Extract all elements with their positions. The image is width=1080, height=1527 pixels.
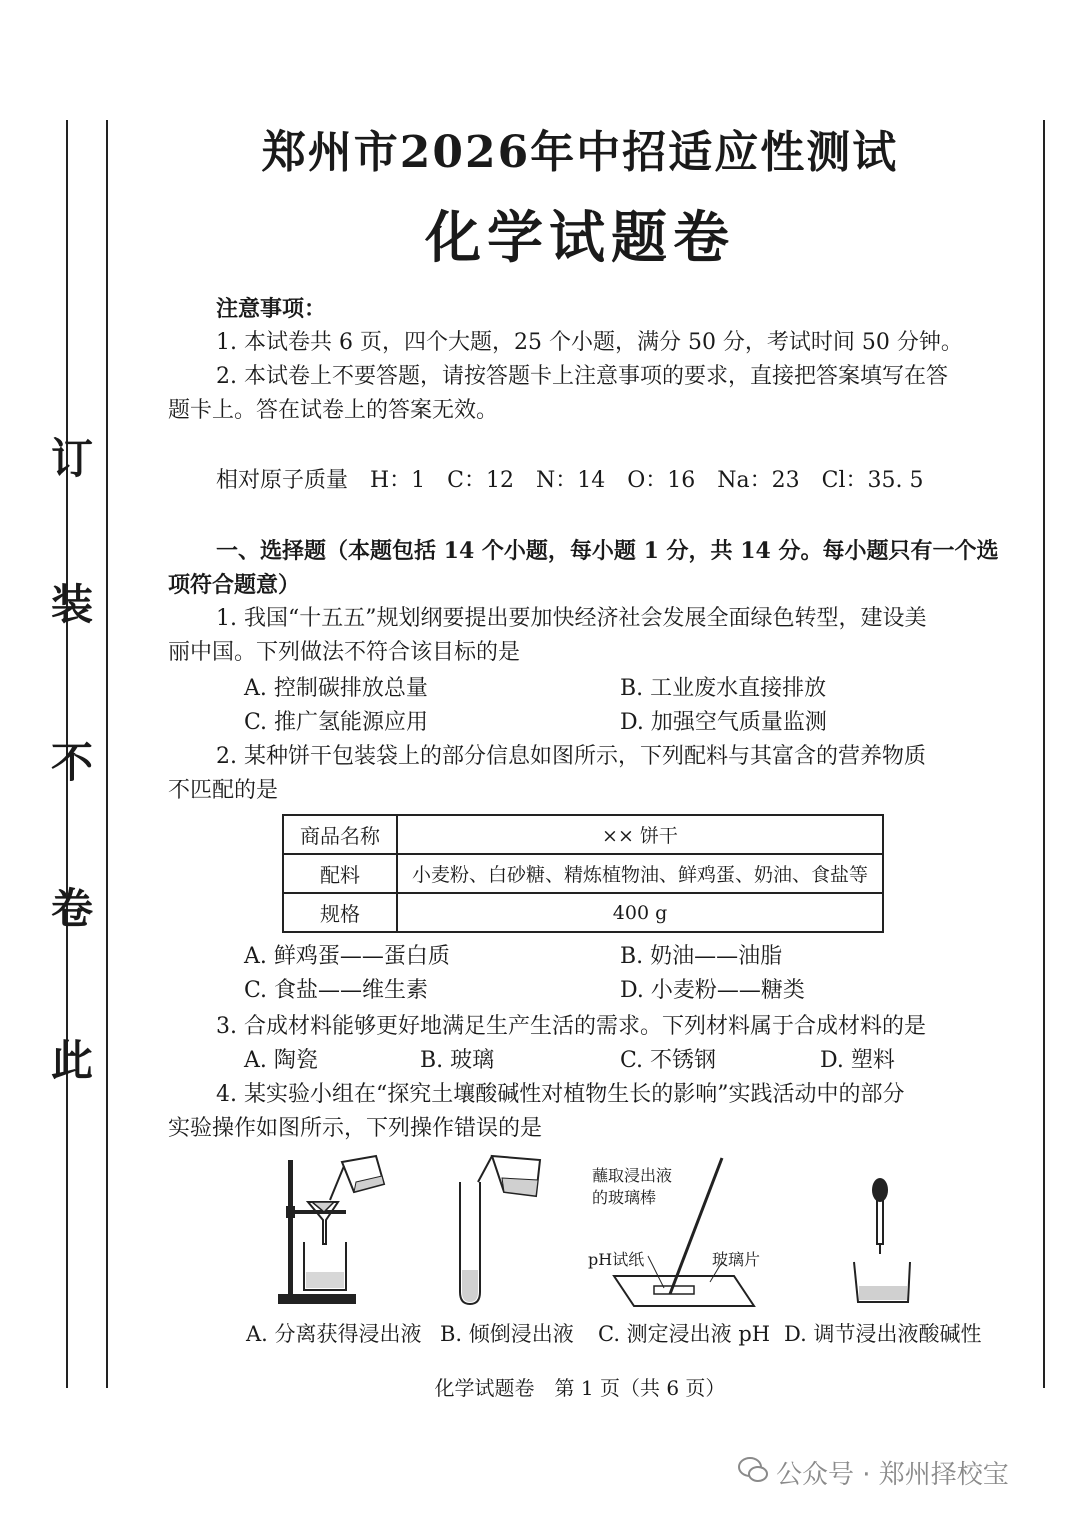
q4-option-d: D. 调节浸出液酸碱性 xyxy=(784,1322,982,1346)
glass-rod-label: 蘸取浸出液 xyxy=(592,1166,673,1185)
q2-option-d: D. 小麦粉——糖类 xyxy=(620,978,805,1003)
q1-option-b: B. 工业废水直接排放 xyxy=(620,676,827,701)
q4-option-c: C. 测定浸出液 pH xyxy=(598,1322,771,1346)
section-heading-cont: 项符合题意） xyxy=(168,572,301,598)
q2-stem-cont: 不匹配的是 xyxy=(168,778,279,803)
notes-item-2-cont: 题卡上。答在试卷上的答案无效。 xyxy=(168,398,499,423)
table-cell-value: 400 g xyxy=(397,893,883,932)
q4-stem-cont: 实验操作如图所示，下列操作错误的是 xyxy=(168,1116,543,1141)
paper-subtitle: 化学试题卷 xyxy=(425,206,735,271)
table-cell-value: ×× 饼干 xyxy=(397,815,883,854)
binding-char-3: 不 xyxy=(50,738,93,787)
binding-char-4: 卷 xyxy=(50,884,93,933)
filtration-apparatus-figure xyxy=(268,1152,398,1312)
table-row xyxy=(283,893,883,932)
q1-option-c: C. 推广氢能源应用 xyxy=(244,710,429,735)
q1-stem: 1. 我国“十五五”规划纲要提出要加快经济社会发展全面绿色转型，建设美 xyxy=(216,606,927,631)
q4-option-b: B. 倾倒浸出液 xyxy=(440,1322,574,1346)
q3-stem: 3. 合成材料能够更好地满足生产生活的需求。下列材料属于合成材料的是 xyxy=(216,1014,926,1039)
q2-option-b: B. 奶油——油脂 xyxy=(620,944,783,969)
q1-option-d: D. 加强空气质量监测 xyxy=(620,710,827,735)
q3-option-d: D. 塑料 xyxy=(820,1048,895,1073)
q3-option-c: C. 不锈钢 xyxy=(620,1048,717,1073)
notes-item-1: 1. 本试卷共 6 页，四个大题，25 个小题，满分 50 分，考试时间 50 分钟。 xyxy=(216,330,963,355)
q2-option-c: C. 食盐——维生素 xyxy=(244,978,429,1003)
q4-stem: 4. 某实验小组在“探究土壤酸碱性对植物生长的影响”实践活动中的部分 xyxy=(216,1082,905,1107)
table-cell-label: 配料 xyxy=(283,854,397,893)
binding-char-1: 订 xyxy=(50,434,93,483)
table-cell-value: 小麦粉、白砂糖、精炼植物油、鲜鸡蛋、奶油、食盐等 xyxy=(397,854,883,893)
binding-char-2: 装 xyxy=(50,580,93,629)
biscuit-info-table xyxy=(282,814,884,933)
binding-char-5: 此 xyxy=(50,1036,93,1085)
table-cell-label: 规格 xyxy=(283,893,397,932)
notes-item-2: 2. 本试卷上不要答题，请按答题卡上注意事项的要求，直接把答案填写在答 xyxy=(216,364,948,389)
wechat-icon xyxy=(738,1456,768,1484)
right-border-line xyxy=(1043,120,1045,1388)
binding-inner-line xyxy=(106,120,108,1388)
table-cell-label: 商品名称 xyxy=(283,815,397,854)
q1-option-a: A. 控制碳排放总量 xyxy=(244,676,428,701)
q2-stem: 2. 某种饼干包装袋上的部分信息如图所示，下列配料与其富含的营养物质 xyxy=(216,744,926,769)
notes-heading: 注意事项： xyxy=(216,296,327,322)
table-row xyxy=(283,815,883,854)
q3-option-b: B. 玻璃 xyxy=(420,1048,495,1073)
watermark-text: 公众号 · 郑州择校宝 xyxy=(776,1460,1009,1490)
table-row xyxy=(283,854,883,893)
q4-option-a: A. 分离获得浸出液 xyxy=(246,1322,422,1346)
page-footer: 化学试题卷 第 1 页（共 6 页） xyxy=(434,1376,726,1400)
q2-option-a: A. 鲜鸡蛋——蛋白质 xyxy=(244,944,450,969)
section-heading: 一、选择题（本题包括 14 个小题，每小题 1 分，共 14 分。每小题只有一个选 xyxy=(216,538,999,564)
atomic-mass-line: 相对原子质量 H：1 C：12 N：14 O：16 Na：23 Cl：35. 5 xyxy=(216,468,924,493)
q1-stem-cont: 丽中国。下列做法不符合该目标的是 xyxy=(168,640,521,665)
ph-paper-label: pH试纸 xyxy=(588,1250,645,1269)
dropper-beaker-figure xyxy=(846,1152,926,1312)
q3-option-a: A. 陶瓷 xyxy=(244,1048,318,1073)
glass-slide-label: 玻璃片 xyxy=(712,1250,761,1269)
exam-title: 郑州市2026年中招适应性测试 xyxy=(261,127,899,178)
glass-rod-label-cont: 的玻璃棒 xyxy=(592,1188,657,1207)
test-tube-pouring-figure xyxy=(448,1152,558,1312)
